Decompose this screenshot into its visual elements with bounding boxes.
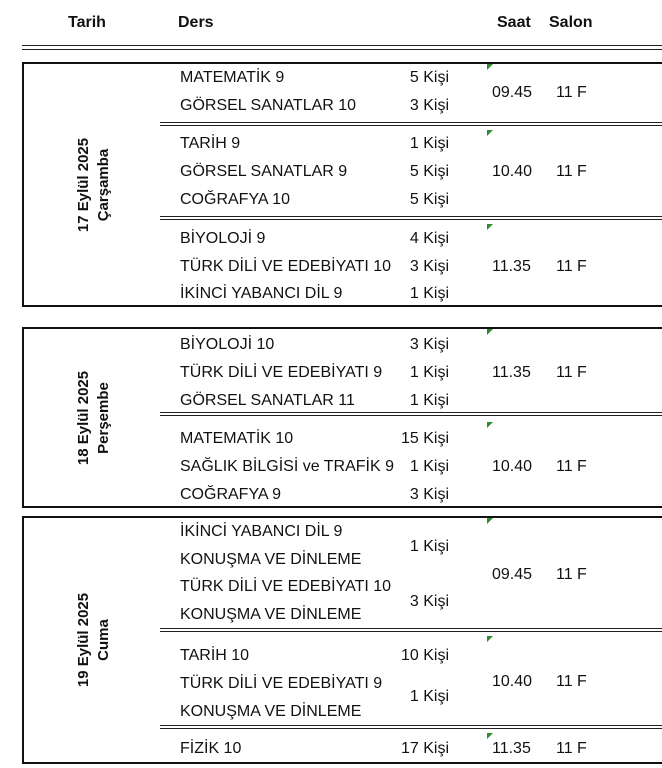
day-label xyxy=(24,518,164,762)
cell-marker xyxy=(487,64,493,70)
student-count: 5 Kişi xyxy=(409,69,449,86)
day-weekday: Perşembe xyxy=(94,381,112,454)
exam-room: 11 F xyxy=(556,566,587,583)
exam-time: 11.35 xyxy=(492,740,531,757)
group-separator xyxy=(160,122,662,126)
course-name: TÜRK DİLİ VE EDEBİYATI 9 xyxy=(180,364,383,381)
course-name: TÜRK DİLİ VE EDEBİYATI 10 xyxy=(180,258,392,275)
course-name: TÜRK DİLİ VE EDEBİYATI 9 xyxy=(180,675,383,692)
course-name: BİYOLOJİ 10 xyxy=(180,336,275,353)
student-count: 1 Kişi xyxy=(409,538,449,555)
student-count: 1 Kişi xyxy=(409,364,449,381)
day-label xyxy=(24,64,164,305)
cell-marker xyxy=(487,224,493,230)
course-name: TARİH 10 xyxy=(180,647,250,664)
course-name: TÜRK DİLİ VE EDEBİYATI 10 xyxy=(180,578,392,595)
student-count: 17 Kişi xyxy=(400,740,449,757)
student-count: 3 Kişi xyxy=(409,97,449,114)
exam-time: 11.35 xyxy=(492,364,531,381)
course-name: GÖRSEL SANATLAR 9 xyxy=(180,163,348,180)
student-count: 3 Kişi xyxy=(409,336,449,353)
student-count: 5 Kişi xyxy=(409,191,449,208)
student-count: 3 Kişi xyxy=(409,258,449,275)
day-label xyxy=(24,329,164,506)
course-name: İKİNCİ YABANCI DİL 9 xyxy=(180,285,343,302)
day-date: 18 Eylül 2025 xyxy=(74,370,92,465)
course-name: MATEMATİK 9 xyxy=(180,69,285,86)
course-name: GÖRSEL SANATLAR 10 xyxy=(180,97,357,114)
group-separator xyxy=(160,725,662,729)
header-rule-top xyxy=(22,45,662,46)
student-count: 5 Kişi xyxy=(409,163,449,180)
day-block-1 xyxy=(22,62,662,307)
cell-marker xyxy=(487,422,493,428)
exam-room: 11 F xyxy=(556,163,587,180)
exam-room: 11 F xyxy=(556,258,587,275)
exam-time: 10.40 xyxy=(492,673,533,690)
header-room: Salon xyxy=(549,14,593,31)
exam-room: 11 F xyxy=(556,458,587,475)
group-separator xyxy=(160,216,662,220)
exam-time: 11.35 xyxy=(492,258,531,275)
header-course: Ders xyxy=(178,14,214,31)
student-count: 1 Kişi xyxy=(409,135,449,152)
cell-marker xyxy=(487,518,493,524)
course-name: BİYOLOJİ 9 xyxy=(180,230,266,247)
course-name: KONUŞMA VE DİNLEME xyxy=(180,703,362,720)
exam-time: 10.40 xyxy=(492,458,533,475)
header-rule-bottom xyxy=(22,49,662,50)
course-name: KONUŞMA VE DİNLEME xyxy=(180,606,362,623)
exam-room: 11 F xyxy=(556,673,587,690)
group-separator xyxy=(160,412,662,416)
cell-marker xyxy=(487,636,493,642)
cell-marker xyxy=(487,329,493,335)
student-count: 1 Kişi xyxy=(409,285,449,302)
student-count: 1 Kişi xyxy=(409,392,449,409)
day-weekday: Çarşamba xyxy=(94,148,112,221)
student-count: 1 Kişi xyxy=(409,458,449,475)
student-count: 15 Kişi xyxy=(400,430,449,447)
exam-time: 09.45 xyxy=(492,84,533,101)
course-name: COĞRAFYA 9 xyxy=(180,486,282,503)
header-date: Tarih xyxy=(68,14,106,31)
course-name: MATEMATİK 10 xyxy=(180,430,294,447)
day-block-2 xyxy=(22,327,662,508)
course-name: İKİNCİ YABANCI DİL 9 xyxy=(180,523,343,540)
day-block-3 xyxy=(22,516,662,764)
course-name: FİZİK 10 xyxy=(180,740,242,757)
student-count: 3 Kişi xyxy=(409,486,449,503)
student-count: 4 Kişi xyxy=(409,230,449,247)
header-time: Saat xyxy=(497,14,531,31)
course-name: COĞRAFYA 10 xyxy=(180,191,290,208)
day-weekday: Cuma xyxy=(94,619,112,661)
cell-marker xyxy=(487,733,493,739)
cell-marker xyxy=(487,130,493,136)
course-name: KONUŞMA VE DİNLEME xyxy=(180,551,362,568)
course-name: TARİH 9 xyxy=(180,135,241,152)
day-date: 19 Eylül 2025 xyxy=(74,592,92,688)
day-date: 17 Eylül 2025 xyxy=(74,137,92,232)
exam-room: 11 F xyxy=(556,84,587,101)
exam-time: 10.40 xyxy=(492,163,533,180)
student-count: 3 Kişi xyxy=(409,593,449,610)
exam-room: 11 F xyxy=(556,740,587,757)
course-name: SAĞLIK BİLGİSİ ve TRAFİK 9 xyxy=(180,458,395,475)
exam-time: 09.45 xyxy=(492,566,533,583)
student-count: 10 Kişi xyxy=(400,647,449,664)
student-count: 1 Kişi xyxy=(409,688,449,705)
group-separator xyxy=(160,628,662,632)
course-name: GÖRSEL SANATLAR 11 xyxy=(180,392,355,409)
exam-room: 11 F xyxy=(556,364,587,381)
